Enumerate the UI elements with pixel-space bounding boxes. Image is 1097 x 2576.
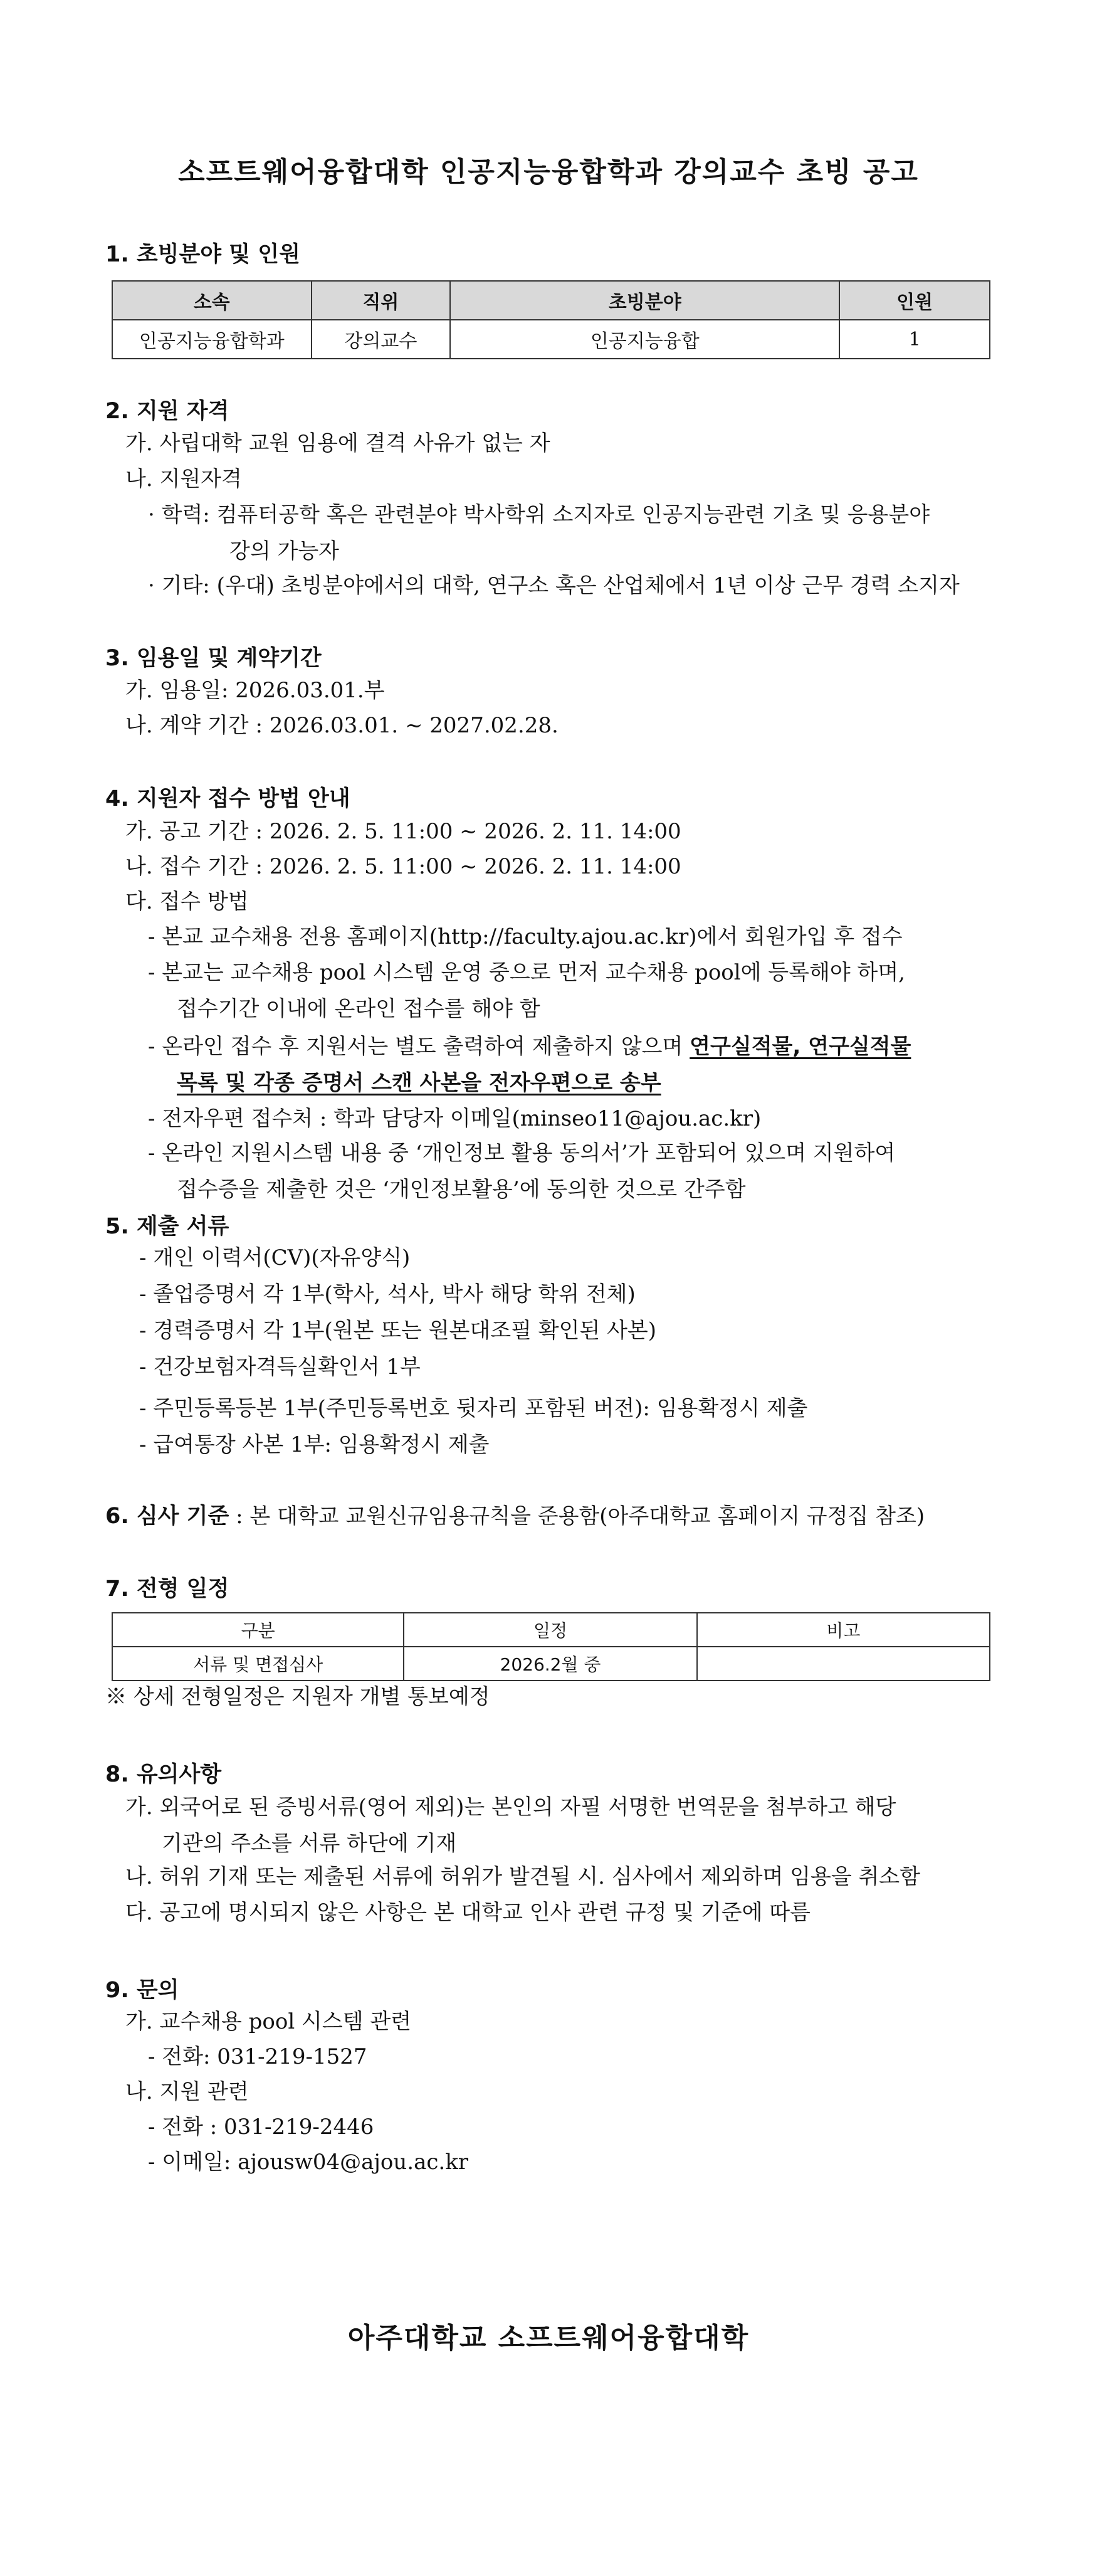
section-5-heading: 5. 제출 서류	[105, 1214, 229, 1239]
qualification-education-line2: 강의 가능자	[229, 539, 340, 564]
qualification-a: 가. 사립대학 교원 임용에 결격 사유가 없는 자	[125, 431, 550, 456]
qualification-b: 나. 지원자격	[125, 467, 242, 492]
inquiry-application: 나. 지원 관련	[125, 2079, 249, 2104]
notice-period: 가. 공고 기간 : 2026. 2. 5. 11:00 ~ 2026. 2. 11. 14:00	[125, 819, 681, 844]
method-pool-line2: 접수기간 이내에 온라인 접수를 해야 함	[177, 996, 540, 1021]
review-criteria	[105, 1501, 925, 1531]
table-header-cell: 직위	[312, 281, 451, 320]
section-6-heading: 6. 심사 기준	[105, 1504, 229, 1529]
table-row	[112, 320, 990, 359]
table-header-row	[112, 281, 990, 320]
section-9-heading: 9. 문의	[105, 1978, 179, 2003]
qualification-education-line1: · 학력: 컴퓨터공학 혹은 관련분야 박사학위 소지자로 인공지능관련 기초 및 응용분야	[148, 502, 930, 527]
section-7-heading: 7. 전형 일정	[105, 1576, 229, 1602]
document-item: - 건강보험자격득실확인서 1부	[139, 1354, 421, 1380]
inquiry-pool-phone: - 전화: 031-219-1527	[148, 2044, 367, 2069]
caution-b: 나. 허위 기재 또는 제출된 서류에 허위가 발견될 시. 심사에서 제외하며 임용을 취소함	[125, 1864, 920, 1889]
application-method: 다. 접수 방법	[125, 889, 249, 914]
caution-a-line1: 가. 외국어로 된 증빙서류(영어 제외)는 본인의 자필 서명한 번역문을 첨부하고 해당	[125, 1795, 896, 1820]
table-cell: 강의교수	[312, 320, 451, 359]
method-email-bold1: 연구실적물, 연구실적물	[690, 1034, 911, 1059]
section-1-heading: 1. 초빙분야 및 인원	[105, 242, 300, 267]
method-email-pre: - 온라인 접수 후 지원서는 별도 출력하여 제출하지 않으며	[148, 1034, 690, 1059]
document-item: - 경력증명서 각 1부(원본 또는 원본대조필 확인된 사본)	[139, 1318, 657, 1343]
method-homepage: - 본교 교수채용 전용 홈페이지(http://faculty.ajou.ac.kr)에서 회원가입 후 접수	[148, 924, 903, 949]
schedule-table	[112, 1612, 990, 1681]
document-item: - 급여통장 사본 1부: 임용확정시 제출	[139, 1432, 490, 1457]
table-row	[112, 1647, 990, 1681]
section-3-heading: 3. 임용일 및 계약기간	[105, 646, 322, 671]
inquiry-pool: 가. 교수채용 pool 시스템 관련	[125, 2009, 412, 2034]
table-cell	[697, 1647, 990, 1681]
table-header-row	[112, 1613, 990, 1647]
document-item: - 개인 이력서(CV)(자유양식)	[139, 1245, 411, 1270]
qualification-education	[148, 497, 1000, 569]
caution-a-line2: 기관의 주소를 서류 하단에 기재	[162, 1831, 457, 1856]
document-item: - 주민등록등본 1부(주민등록번호 뒷자리 포함된 버전): 임용확정시 제출	[139, 1396, 808, 1421]
table-cell: 인공지능융합학과	[112, 320, 312, 359]
table-cell: 서류 및 면접심사	[112, 1647, 404, 1681]
method-consent-line2: 접수증을 제출한 것은 ‘개인정보활용’에 동의한 것으로 간주함	[177, 1177, 746, 1202]
inquiry-application-phone: - 전화 : 031-219-2446	[148, 2114, 374, 2140]
document-title: 소프트웨어융합대학 인공지능융합학과 강의교수 초빙 공고	[178, 156, 919, 188]
section-2-heading: 2. 지원 자격	[105, 399, 229, 424]
contract-period: 나. 계약 기간 : 2026.03.01. ~ 2027.02.28.	[125, 713, 559, 738]
method-consent-line1: - 온라인 지원시스템 내용 중 ‘개인정보 활용 동의서’가 포함되어 있으며 지원하여	[148, 1141, 896, 1166]
method-email-submission	[148, 1028, 1013, 1101]
table-header-cell: 초빙분야	[450, 281, 839, 320]
schedule-note: ※ 상세 전형일정은 지원자 개별 통보예정	[105, 1684, 490, 1709]
table-cell: 인공지능융합	[450, 320, 839, 359]
section-4-heading: 4. 지원자 접수 방법 안내	[105, 786, 350, 811]
method-pool	[148, 954, 1000, 1027]
caution-a	[125, 1789, 1003, 1862]
section-8-heading: 8. 유의사항	[105, 1762, 222, 1787]
table-header-cell: 구분	[112, 1613, 404, 1647]
table-header-cell: 일정	[404, 1613, 696, 1647]
review-criteria-text: : 본 대학교 교원신규임용규칙을 준용함(아주대학교 홈페이지 규정집 참조)	[229, 1504, 925, 1529]
table-cell: 2026.2월 중	[404, 1647, 696, 1681]
document-item: - 졸업증명서 각 1부(학사, 석사, 박사 해당 학위 전체)	[139, 1282, 636, 1307]
method-email-address: - 전자우편 접수처 : 학과 담당자 이메일(minseo11@ajou.ac.kr)	[148, 1106, 762, 1131]
table-header-cell: 소속	[112, 281, 312, 320]
inquiry-application-email: - 이메일: ajousw04@ajou.ac.kr	[148, 2150, 469, 2175]
method-pool-line1: - 본교는 교수채용 pool 시스템 운영 중으로 먼저 교수채용 pool에 등록해야 하며,	[148, 960, 905, 985]
method-consent	[148, 1135, 1013, 1208]
issuer-footer: 아주대학교 소프트웨어융합대학	[347, 2322, 750, 2354]
appointment-date: 가. 임용일: 2026.03.01.부	[125, 678, 385, 703]
caution-c: 다. 공고에 명시되지 않은 사항은 본 대학교 인사 관련 규정 및 기준에 따름	[125, 1900, 811, 1925]
table-header-cell: 인원	[839, 281, 990, 320]
application-period: 나. 접수 기간 : 2026. 2. 5. 11:00 ~ 2026. 2. 11. 14:00	[125, 854, 681, 879]
recruitment-table	[112, 280, 990, 359]
method-email-bold2: 목록 및 각종 증명서 스캔 사본을 전자우편으로 송부	[177, 1070, 661, 1095]
table-header-cell: 비고	[697, 1613, 990, 1647]
qualification-other: · 기타: (우대) 초빙분야에서의 대학, 연구소 혹은 산업체에서 1년 이상 근무 경력 소지자	[148, 573, 960, 598]
table-cell: 1	[839, 320, 990, 359]
